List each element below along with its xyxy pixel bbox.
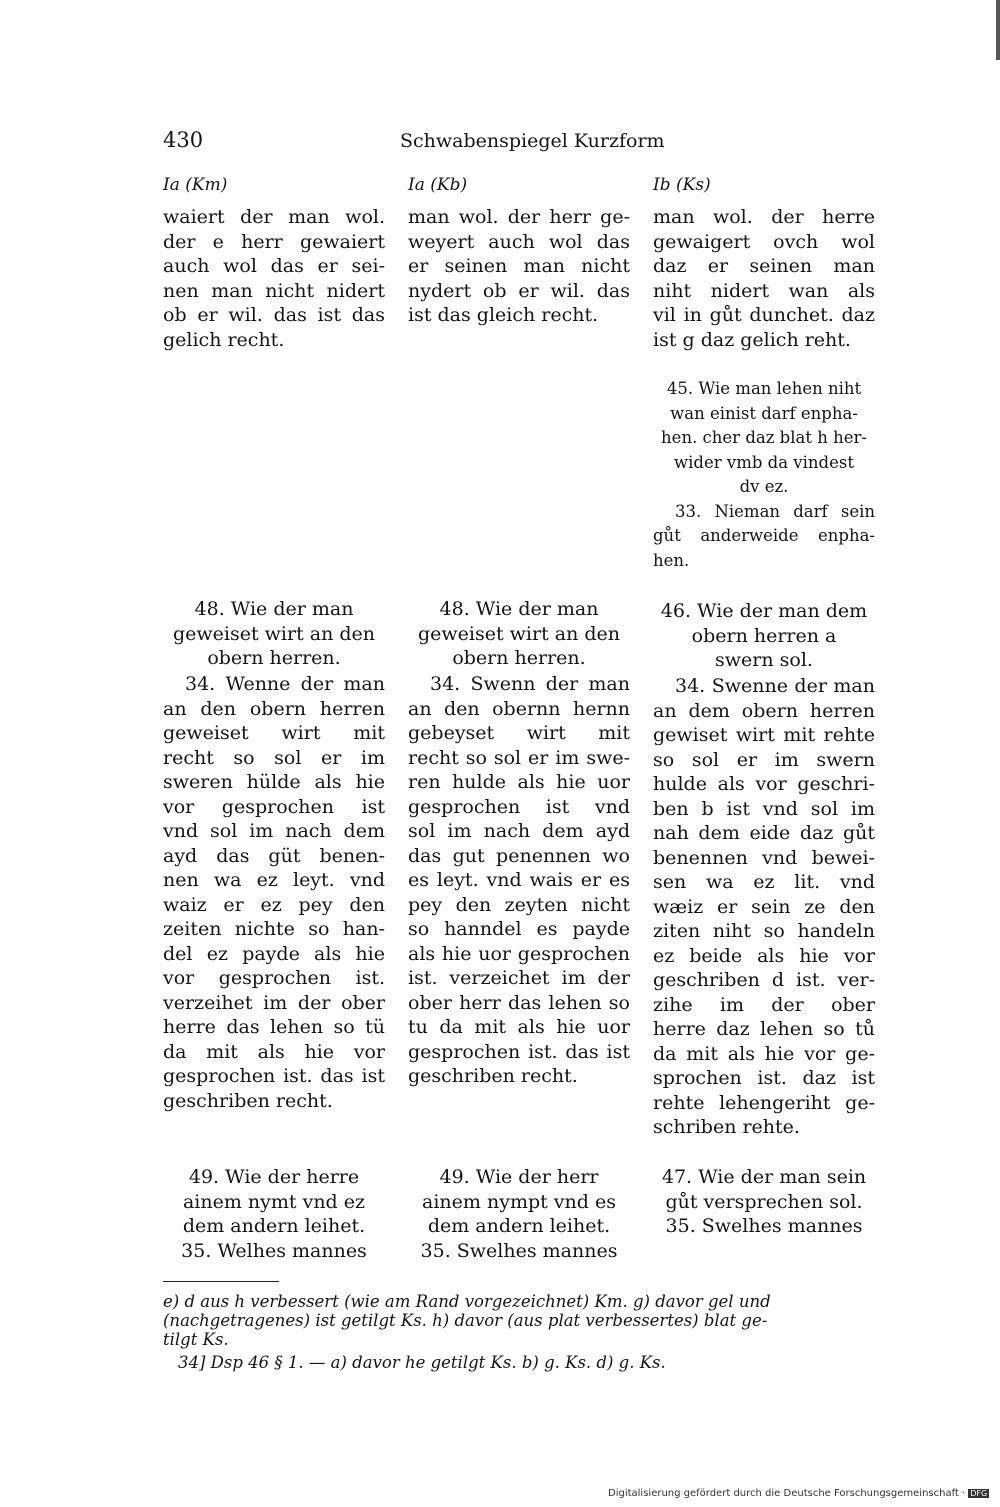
text-line: niht nidert wan als <box>653 279 875 302</box>
text-line: sweren hülde als hie <box>163 771 385 793</box>
text-line: herre das lehen so tü <box>163 1016 385 1038</box>
text-line: recht so sol er im <box>163 746 385 769</box>
text-line: man wol. der herr ge- <box>408 206 630 228</box>
text-line: geschriben recht. <box>408 1065 578 1087</box>
text-line: zeiten nichte so han- <box>163 918 385 940</box>
text-line: er seinen man nicht <box>408 255 630 277</box>
footnote-line: e) d aus h verbessert (wie am Rand vorgezeichnet) Km. g) davor gel und <box>163 1292 771 1311</box>
heading-line: ainem nympt vnd es <box>422 1190 616 1213</box>
col1-block4 <box>163 1165 385 1263</box>
text-line: ben b ist vnd sol im <box>653 797 875 820</box>
text-line: so sol er im swern <box>653 748 875 771</box>
text-line: sen wa ez lit. vnd <box>653 871 875 893</box>
col1-heading-48 <box>163 597 385 671</box>
text-line: gesprochen ist vnd <box>408 795 630 818</box>
heading-line: dem andern leihet. <box>427 1215 611 1237</box>
text-line: ist. verzeichet im der <box>408 967 630 989</box>
text-line: es leyt. vnd wais er es <box>408 869 630 891</box>
text-line: ez beide als hie vor <box>653 944 875 967</box>
text-line: 33. Nieman darf sein <box>675 501 875 521</box>
heading-line: geweiset wirt an den <box>417 622 620 645</box>
text-line: nydert ob er wil. das <box>408 279 630 302</box>
heading-line: 46. Wie der man dem <box>660 600 868 622</box>
text-line: an dem obern herren <box>653 699 875 722</box>
page-number: 430 <box>163 128 204 152</box>
text-line: 34. Swenne der man <box>675 675 875 697</box>
text-line: waiz er ez pey den <box>163 893 385 916</box>
text-line: gewiset wirt mit rehte <box>653 724 875 746</box>
dfg-badge: DFG <box>970 1489 988 1498</box>
text-line: tu da mit als hie uor <box>408 1016 630 1038</box>
text-line: ayd das güt benen- <box>163 844 385 867</box>
text-line: wæiz er sein ze den <box>653 895 875 918</box>
col3-block4 <box>653 1165 875 1239</box>
text-line: an den obernn hernn <box>408 697 630 720</box>
text-line: gelich recht. <box>163 328 285 351</box>
text-line: sol im nach dem ayd <box>408 820 630 842</box>
text-line: 34. Wenne der man <box>185 673 385 695</box>
text-line: 35. Swelhes mannes <box>420 1239 618 1262</box>
footnote-line: 34] Dsp 46 § 1. — a) davor he getilgt Ks. b) g. Ks. d) g. Ks. <box>178 1353 666 1372</box>
text-line: vor gesprochen ist <box>163 795 385 818</box>
heading-line: hen. cher daz blat h her- <box>661 428 867 447</box>
col3-block1 <box>653 205 875 352</box>
text-line: ren hulde als hie uor <box>408 771 630 793</box>
heading-line: 48. Wie der man <box>439 598 599 620</box>
text-line: so hanndel es payde <box>408 918 630 940</box>
text-line: daz er seinen man <box>653 255 875 277</box>
text-line: nen wa ez leyt. vnd <box>163 869 385 891</box>
col3-block3 <box>653 674 875 1140</box>
text-line: da mit als hie vor ge- <box>653 1042 875 1065</box>
heading-line: swern sol. <box>715 649 813 671</box>
footnote-rule <box>163 1281 279 1282</box>
text-line: zihe im der ober <box>653 993 875 1016</box>
col3-block1b <box>653 377 875 573</box>
text-line: das gut penennen wo <box>408 844 630 867</box>
col2-block3 <box>408 672 630 1089</box>
heading-line: obern herren. <box>207 647 341 669</box>
text-line: schriben rehte. <box>653 1116 800 1138</box>
heading-line: dem andern leihet. <box>182 1215 366 1237</box>
text-line: nen man nicht nidert <box>163 279 385 302</box>
text-line: der e herr gewaiert <box>163 230 385 253</box>
siglum-km: Ia (Km) <box>163 175 228 195</box>
text-line: an den obern herren <box>163 697 385 720</box>
scan-edge <box>996 0 1000 60</box>
text-line: geweiset wirt mit <box>163 722 385 744</box>
col2-block4 <box>408 1165 630 1263</box>
heading-line: 48. Wie der man <box>194 598 354 620</box>
text-line: rehte lehengeriht ge- <box>653 1091 875 1114</box>
text-line: waiert der man wol. <box>163 206 385 228</box>
col3-heading-46 <box>653 599 875 673</box>
heading-line: 47. Wie der man sein <box>661 1166 867 1188</box>
heading-line: obern herren. <box>452 647 586 669</box>
text-line: hen. <box>653 550 690 570</box>
text-line: herre daz lehen so tů <box>653 1018 875 1040</box>
digitization-footer <box>608 1488 989 1499</box>
heading-line: geweiset wirt an den <box>172 622 375 645</box>
text-line: weyert auch wol das <box>408 230 630 253</box>
text-line: geschriben d ist. ver- <box>653 969 875 991</box>
text-line: gewaigert ovch wol <box>653 230 875 253</box>
text-line: del ez payde als hie <box>163 942 385 965</box>
footnote-line: tilgt Ks. <box>163 1330 229 1349</box>
text-line: verzeihet im der ober <box>163 991 385 1014</box>
siglum-kb: Ia (Kb) <box>408 175 468 195</box>
text-line: vor gesprochen ist. <box>163 967 385 989</box>
footer-text: Digitalisierung gefördert durch die Deutsche Forschungsgemeinschaft · <box>608 1488 966 1499</box>
siglum-ks: Ib (Ks) <box>653 175 711 195</box>
text-line: ob er wil. das ist das <box>163 304 385 326</box>
text-line: als hie uor gesprochen <box>408 942 630 965</box>
text-line: gůt anderweide enpha- <box>653 526 875 545</box>
heading-line: gůt versprechen sol. <box>665 1190 863 1213</box>
text-line: pey den zeyten nicht <box>408 893 630 916</box>
heading-line: ainem nymt vnd ez <box>182 1190 366 1213</box>
text-line: ober herr das lehen so <box>408 991 630 1014</box>
col1-block1 <box>163 205 385 352</box>
text-line: benennen vnd bewei- <box>653 846 875 869</box>
text-line: gebeyset wirt mit <box>408 722 630 744</box>
heading-line: obern herren a <box>691 624 837 647</box>
text-line: 35. Swelhes mannes <box>665 1215 863 1237</box>
heading-line: 49. Wie der herr <box>439 1166 599 1188</box>
text-line: hulde als vor geschri- <box>653 773 875 795</box>
heading-line: 49. Wie der herre <box>188 1166 360 1188</box>
text-line: vnd sol im nach dem <box>163 820 385 842</box>
text-line: ist das gleich recht. <box>408 304 599 326</box>
col2-heading-48 <box>408 597 630 671</box>
text-line: 34. Swenn der man <box>430 673 630 695</box>
text-line: auch wol das er sei- <box>163 255 385 277</box>
heading-line: wider vmb da vindest <box>674 452 854 472</box>
heading-line: wan einist darf enpha- <box>670 403 858 423</box>
text-line: man wol. der herre <box>653 206 875 228</box>
heading-line: 45. Wie man lehen niht <box>666 379 862 398</box>
text-line: ist g daz gelich reht. <box>653 328 851 351</box>
text-line: 35. Welhes mannes <box>181 1239 367 1262</box>
text-line: recht so sol er im swe- <box>408 746 630 769</box>
text-line: gesprochen ist. das ist <box>408 1040 630 1063</box>
text-line: nah dem eide daz gůt <box>653 822 875 844</box>
text-line: geschriben recht. <box>163 1089 333 1112</box>
text-line: sprochen ist. daz ist <box>653 1067 875 1089</box>
col2-block1 <box>408 205 630 328</box>
heading-line: dv ez. <box>739 477 789 496</box>
footnote-line: (nachgetragenes) ist getilgt Ks. h) davor (aus plat verbessertes) blat ge- <box>163 1311 768 1330</box>
text-line: da mit als hie vor <box>163 1040 385 1063</box>
col1-block3 <box>163 672 385 1113</box>
text-line: gesprochen ist. das ist <box>163 1065 385 1087</box>
text-line: vil in gůt dunchet. daz <box>653 304 875 326</box>
text-line: ziten niht so handeln <box>653 920 875 942</box>
running-head: Schwabenspiegel Kurzform <box>400 130 665 152</box>
